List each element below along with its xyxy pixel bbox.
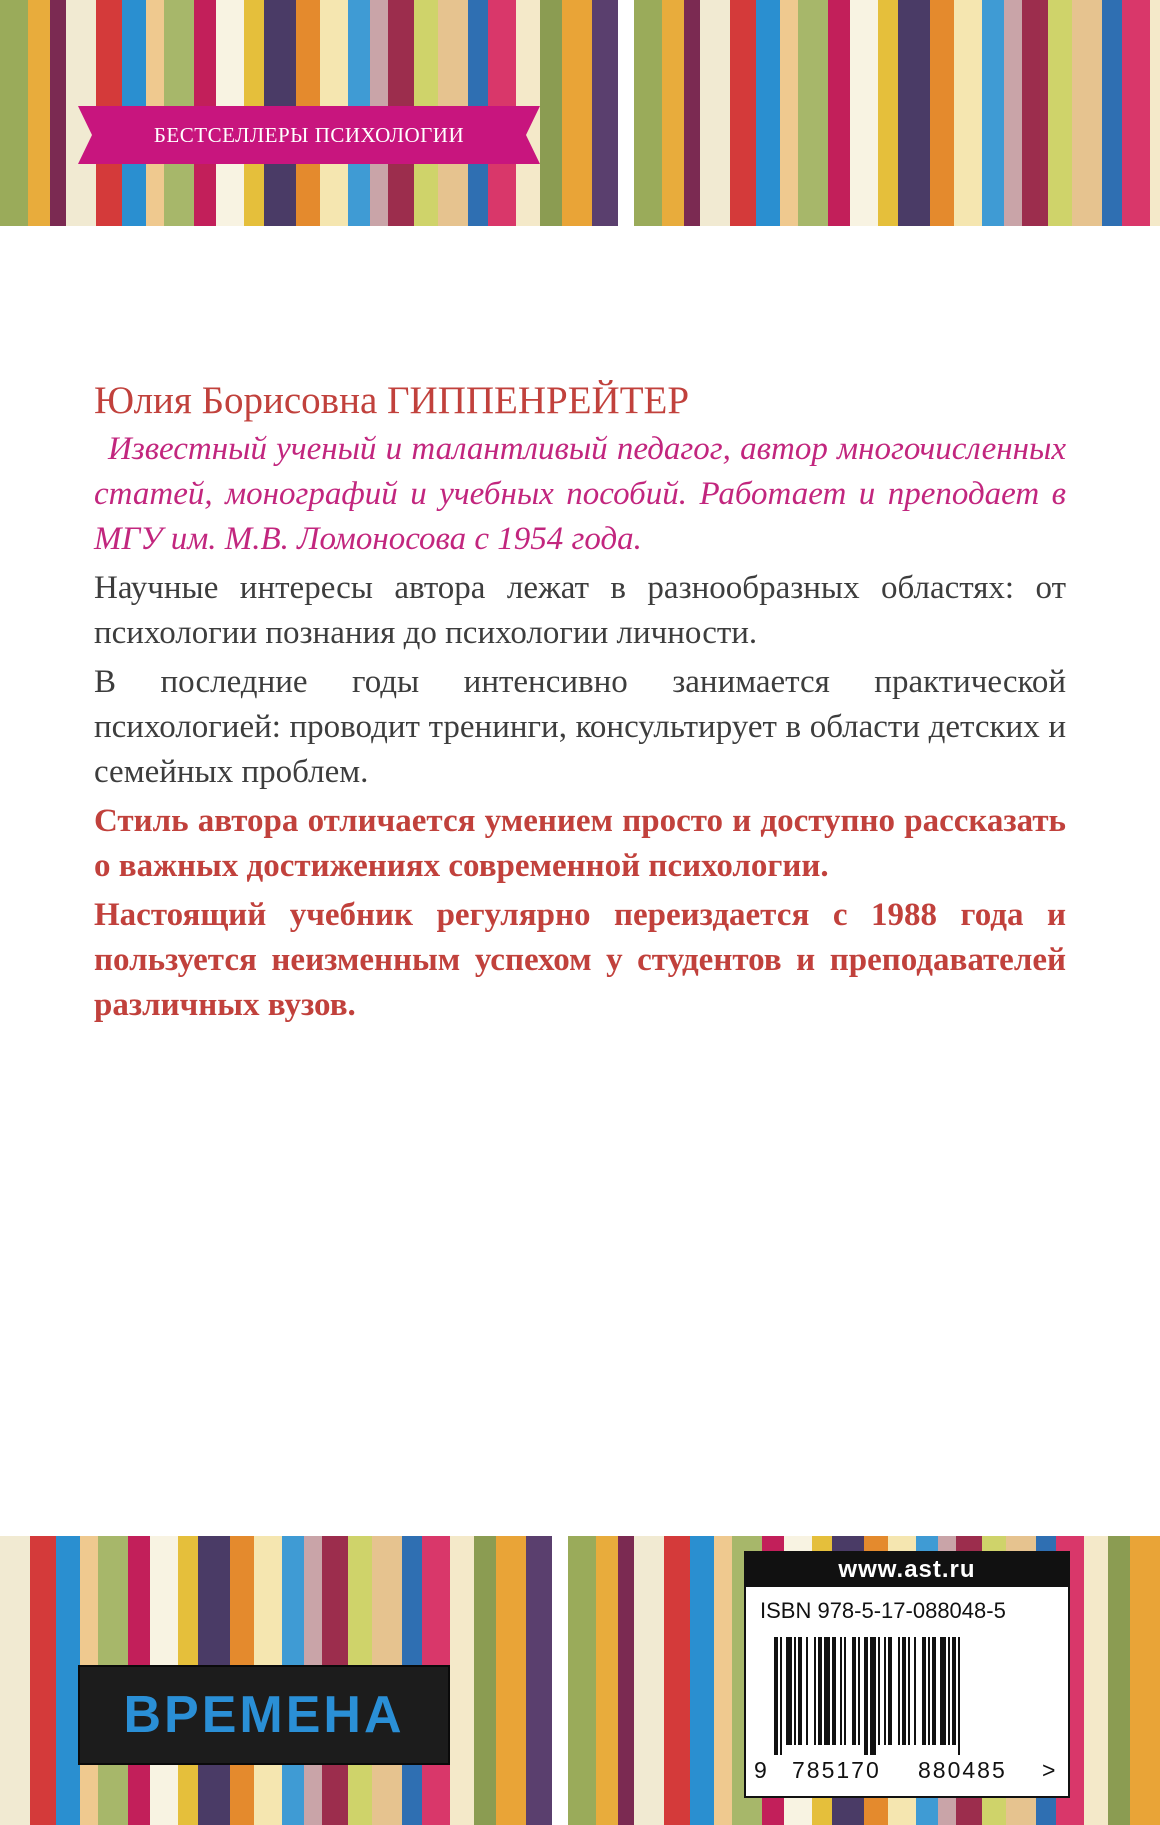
stripe (1150, 0, 1160, 226)
barcode-bar (878, 1637, 880, 1745)
stripe (1108, 1536, 1130, 1825)
stripe (878, 0, 898, 226)
barcode-bar (774, 1637, 778, 1755)
barcode-bar (948, 1637, 950, 1745)
stripe (1004, 0, 1022, 226)
barcode-bar (840, 1637, 842, 1745)
author-bio-paragraph: Известный ученый и талантливый педагог, автор многочисленных статей, монографий и учебных пособий. Работает и преподает в МГУ им. М.В. Ломоносова с 1954 года. (94, 431, 1066, 557)
barcode-bar (786, 1637, 792, 1745)
stripe (1084, 1536, 1108, 1825)
stripe (30, 1536, 56, 1825)
interests-paragraph: Научные интересы автора лежат в разнообразных областях: от психологии познания до психологии личности. (94, 570, 1066, 651)
barcode-bar (858, 1637, 860, 1745)
stripe (684, 0, 700, 226)
stripe (662, 0, 684, 226)
barcode-bar (806, 1637, 808, 1745)
barcode-marker: > (1042, 1757, 1056, 1783)
barcode-bar (888, 1637, 892, 1745)
stripe (450, 1536, 474, 1825)
stripe (730, 0, 756, 226)
stripe (664, 1536, 690, 1825)
stripe (28, 0, 50, 226)
stripe (50, 0, 66, 226)
barcode-bar (898, 1637, 900, 1745)
barcode-bar (928, 1637, 930, 1745)
stripe (634, 1536, 664, 1825)
stripe (1022, 0, 1048, 226)
stripe (1130, 1536, 1160, 1825)
stripe (1048, 0, 1072, 226)
practice-paragraph: В последние годы интенсивно занимается практической психологией: проводит тренинги, консультирует в области детских и семейных проблем. (94, 664, 1066, 790)
barcode-bar (780, 1637, 782, 1755)
stripe (496, 1536, 526, 1825)
isbn-block (744, 1551, 1070, 1798)
style-paragraph: Стиль автора отличается умением просто и доступно рассказать о важных достижениях современной психологии. (94, 803, 1066, 884)
barcode-bar (932, 1637, 936, 1745)
stripe (56, 1536, 80, 1825)
stripe (596, 1536, 618, 1825)
barcode-bar (864, 1637, 868, 1755)
publisher-logo-text: ВРЕМЕНА (123, 1686, 405, 1744)
barcode-bar (884, 1637, 886, 1745)
stripe (1072, 0, 1102, 226)
website-label: www.ast.ru (746, 1553, 1068, 1587)
barcode-bar (814, 1637, 816, 1745)
cover-text (94, 375, 1066, 1028)
barcode-bar (844, 1637, 846, 1745)
barcode-bar (870, 1637, 876, 1755)
barcode-bar (852, 1637, 856, 1745)
stripe (780, 0, 798, 226)
stripe (618, 0, 634, 226)
stripe (828, 0, 850, 226)
stripe (474, 1536, 496, 1825)
stripe (954, 0, 982, 226)
isbn-label: ISBN 978-5-17-088048-5 (760, 1598, 1006, 1623)
stripe (540, 0, 562, 226)
stripe (690, 1536, 714, 1825)
barcode-bar (794, 1637, 796, 1745)
barcode-group-1: 785170 (792, 1757, 881, 1783)
barcode-bar (798, 1637, 802, 1745)
stripe (700, 0, 730, 226)
series-ribbon (78, 106, 540, 164)
author-name: Юлия Борисовна ГИППЕНРЕЙТЕР (94, 379, 690, 422)
barcode-bar (818, 1637, 822, 1745)
publisher-logo (78, 1665, 450, 1765)
barcode-bar (914, 1637, 916, 1745)
barcode-bar (952, 1637, 956, 1745)
barcode-bar (902, 1637, 906, 1745)
stripe (930, 0, 954, 226)
stripe (798, 0, 828, 226)
barcode-bar (832, 1637, 836, 1745)
textbook-paragraph: Настоящий учебник регулярно переиздается с 1988 года и пользуется неизменным успехом у студентов и преподавателей различных вузов. (94, 897, 1066, 1023)
stripe (1102, 0, 1122, 226)
stripe (714, 1536, 732, 1825)
stripe (634, 0, 662, 226)
barcode-bar (958, 1637, 960, 1755)
stripe (526, 1536, 552, 1825)
stripe (0, 1536, 30, 1825)
series-label: БЕСТСЕЛЛЕРЫ ПСИХОЛОГИИ (153, 123, 465, 147)
stripe (552, 1536, 568, 1825)
barcode-first-digit: 9 (754, 1757, 767, 1783)
stripe (850, 0, 878, 226)
stripe (592, 0, 618, 226)
stripe (898, 0, 930, 226)
barcode-group-2: 880485 (918, 1757, 1007, 1783)
barcode-bar (922, 1637, 926, 1745)
stripe (568, 1536, 596, 1825)
stripe (562, 0, 592, 226)
stripe (1122, 0, 1150, 226)
barcode-graphic (774, 1637, 1042, 1755)
barcode-bar (940, 1637, 946, 1745)
stripe (618, 1536, 634, 1825)
stripe (982, 0, 1004, 226)
stripe (0, 0, 28, 226)
barcode-bar (908, 1637, 910, 1745)
barcode-bar (824, 1637, 830, 1745)
stripe (756, 0, 780, 226)
